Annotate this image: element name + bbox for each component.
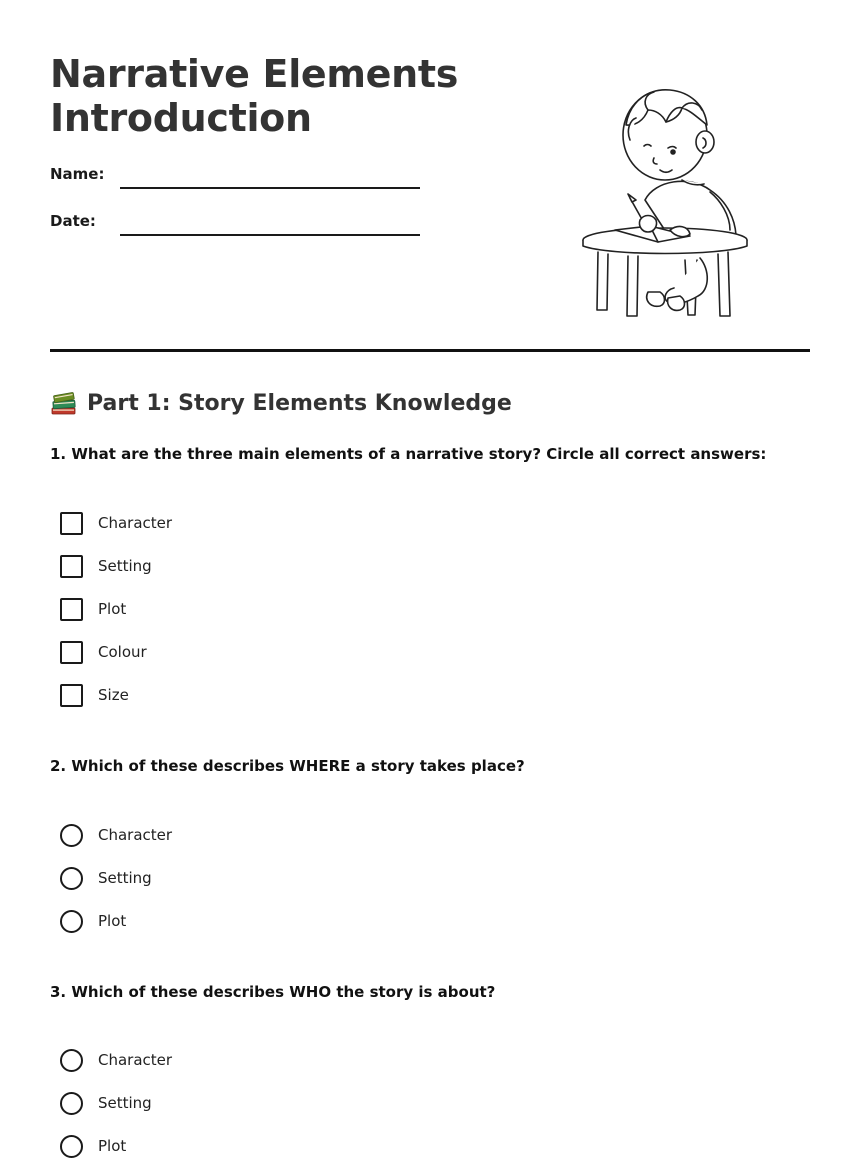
q1-option-colour[interactable] xyxy=(60,640,147,664)
question-3: 3. Which of these describes WHO the story is about? xyxy=(50,983,496,1001)
q1-checkbox-character[interactable] xyxy=(60,512,83,535)
books-icon xyxy=(50,390,77,417)
option-label: Setting xyxy=(98,1094,152,1112)
q2-option-character[interactable] xyxy=(60,823,172,847)
option-label: Character xyxy=(98,1051,173,1069)
header-divider xyxy=(50,349,810,352)
part1-heading xyxy=(50,386,512,420)
date-field-line[interactable] xyxy=(120,234,420,236)
q2-radio-setting[interactable] xyxy=(60,867,83,890)
title-line-2: Introduction xyxy=(50,96,312,140)
option-label: Size xyxy=(98,686,129,704)
date-label: Date: xyxy=(50,212,96,230)
worksheet-title xyxy=(50,52,530,140)
option-label: Plot xyxy=(98,1137,127,1155)
option-label: Setting xyxy=(98,557,152,575)
q1-checkbox-plot[interactable] xyxy=(60,598,83,621)
q3-radio-character[interactable] xyxy=(60,1049,83,1072)
child-writing-at-desk-illustration xyxy=(570,80,760,325)
title-line-1: Narrative Elements xyxy=(50,52,459,96)
question-1: 1. What are the three main elements of a narrative story? Circle all correct answers: xyxy=(50,445,767,463)
q2-radio-plot[interactable] xyxy=(60,910,83,933)
q2-option-setting[interactable] xyxy=(60,866,152,890)
q3-radio-setting[interactable] xyxy=(60,1092,83,1115)
q1-option-setting[interactable] xyxy=(60,554,152,578)
q3-option-setting[interactable] xyxy=(60,1091,152,1115)
part1-heading-text: Part 1: Story Elements Knowledge xyxy=(87,390,512,416)
q3-option-character[interactable] xyxy=(60,1048,172,1072)
q1-checkbox-size[interactable] xyxy=(60,684,83,707)
q1-checkbox-setting[interactable] xyxy=(60,555,83,578)
option-label: Plot xyxy=(98,600,127,618)
q2-radio-character[interactable] xyxy=(60,824,83,847)
option-label: Character xyxy=(98,514,173,532)
option-label: Plot xyxy=(98,912,127,930)
q1-checkbox-colour[interactable] xyxy=(60,641,83,664)
q1-option-size[interactable] xyxy=(60,683,129,707)
q2-option-plot[interactable] xyxy=(60,909,126,933)
option-label: Colour xyxy=(98,643,147,661)
option-label: Setting xyxy=(98,869,152,887)
q3-option-plot[interactable] xyxy=(60,1134,126,1158)
name-field-line[interactable] xyxy=(120,187,420,189)
question-2: 2. Which of these describes WHERE a story takes place? xyxy=(50,757,525,775)
option-label: Character xyxy=(98,826,173,844)
name-label: Name: xyxy=(50,165,105,183)
q3-radio-plot[interactable] xyxy=(60,1135,83,1158)
q1-option-character[interactable] xyxy=(60,511,172,535)
q1-option-plot[interactable] xyxy=(60,597,126,621)
